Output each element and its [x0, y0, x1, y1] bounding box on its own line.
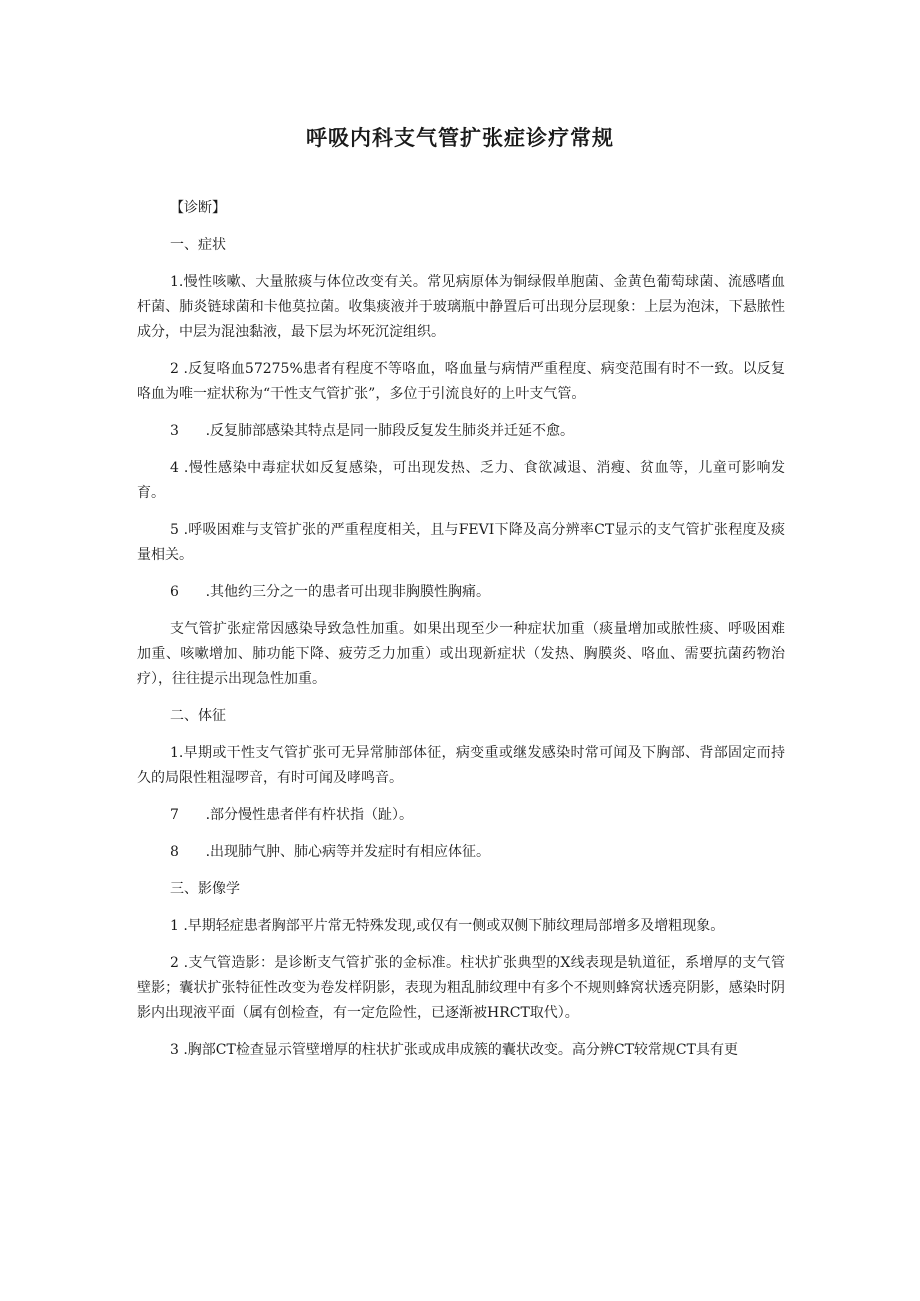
paragraph: 3 .胸部CT检查显示管壁增厚的柱状扩张或成串成簇的囊状改变。高分辨CT较常规CT具有更: [170, 1042, 738, 1058]
paragraph: 8 .出现肺气肿、肺心病等并发症时有相应体征。: [170, 844, 491, 860]
paragraph: 1 .早期轻症患者胸部平片常无特殊发现,或仅有一侧或双侧下肺纹理局部增多及增粗现象。: [170, 918, 725, 934]
paragraph: 5 .呼吸困难与支管扩张的严重程度相关，且与FEVI下降及高分辨率CT显示的支气管扩张程度及痰量相关。: [137, 522, 785, 563]
paragraph: 3 .反复肺部感染其特点是同一肺段反复发生肺炎并迁延不愈。: [170, 423, 575, 439]
subheading-signs: 二、体征: [170, 708, 226, 724]
subheading-symptoms: 一、症状: [170, 237, 226, 253]
paragraph: 支气管扩张症常因感染导致急性加重。如果出现至少一种症状加重（痰量增加或脓性痰、呼吸困难加重、咳嗽增加、肺功能下降、疲劳乏力加重）或出现新症状（发热、胸膜炎、咯血、需要抗菌药物治疗），往往提示出现急性加重。: [137, 621, 785, 687]
section-heading-diagnosis: 【诊断】: [170, 200, 226, 216]
paragraph: 4 .慢性感染中毒症状如反复感染，可出现发热、乏力、食欲减退、消瘦、贫血等，儿童可影响发育。: [137, 460, 785, 501]
document-title: 呼吸内科支气管扩张症诊疗常规: [306, 126, 614, 150]
paragraph: 1.慢性咳嗽、大量脓痰与体位改变有关。常见病原体为铜绿假单胞菌、金黄色葡萄球菌、流感嗜血杆菌、肺炎链球菌和卡他莫拉菌。收集痰液并于玻璃瓶中静置后可出现分层现象：上层为泡沫，下悬脓性成分，中层为混浊黏液，最下层为坏死沉淀组织。: [137, 274, 785, 340]
paragraph: 2 .支气管造影：是诊断支气管扩张的金标准。柱状扩张典型的X线表现是轨道征，系增厚的支气管壁影；囊状扩张特征性改变为卷发样阴影，表现为粗乱肺纹理中有多个不规则蜂窝状透亮阴影，感染时阴影内出现液平面（属有创检查，有一定危险性，已逐渐被HRCT取代）。: [137, 955, 785, 1021]
paragraph: 6 .其他约三分之一的患者可出现非胸膜性胸痛。: [170, 584, 491, 600]
paragraph: 1.早期或干性支气管扩张可无异常肺部体征，病变重或继发感染时常可闻及下胸部、背部固定而持久的局限性粗湿啰音，有时可闻及哮鸣音。: [137, 745, 785, 786]
document-body: [137, 196, 785, 1075]
paragraph: 2 .反复咯血57275%患者有程度不等咯血，咯血量与病情严重程度、病变范围有时不一致。以反复咯血为唯一症状称为“干性支气管扩张”，多位于引流良好的上叶支气管。: [137, 361, 785, 402]
paragraph: 7 .部分慢性患者伴有杵状指（趾）。: [170, 807, 414, 823]
subheading-imaging: 三、影像学: [170, 881, 240, 897]
